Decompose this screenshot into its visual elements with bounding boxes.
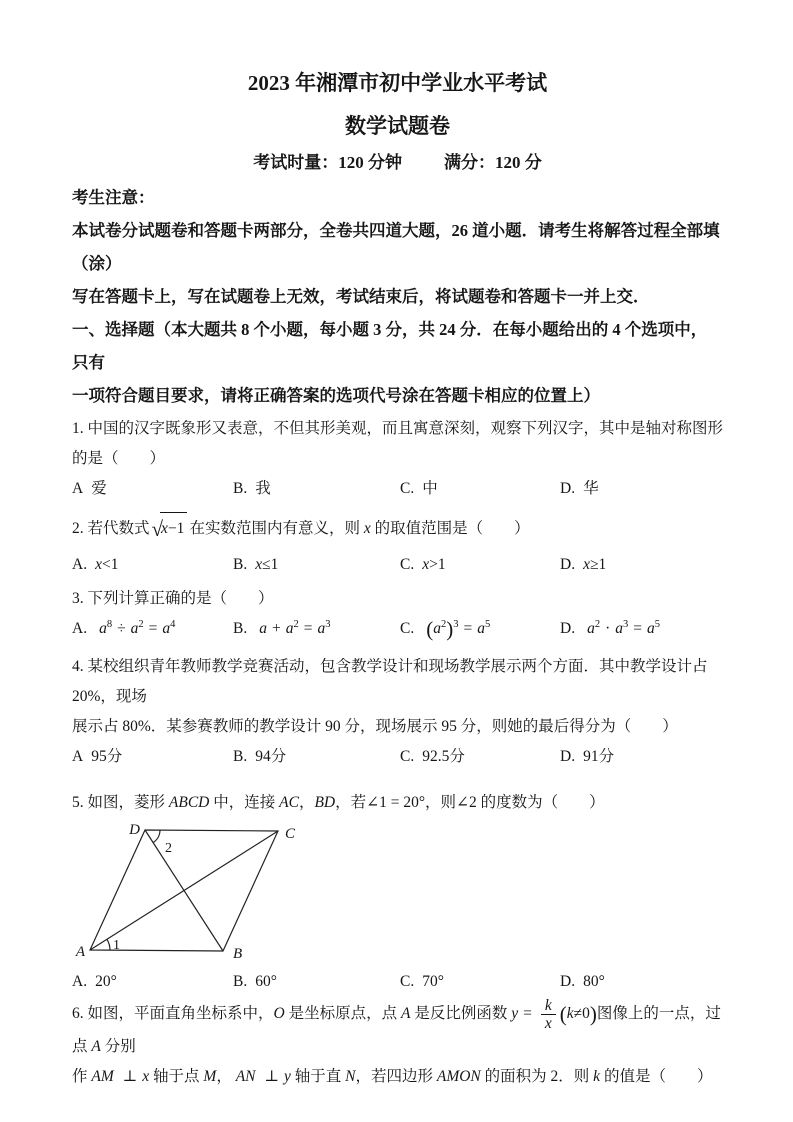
question-4-options <box>72 742 723 772</box>
vertex-label-a: A <box>75 944 85 960</box>
q5-option-d: D. 80° <box>560 973 605 990</box>
question-2-options <box>72 550 723 580</box>
question-1-options <box>72 474 723 504</box>
q4-option-b: B. 94分 <box>233 748 287 765</box>
sqrt-expression <box>152 512 188 544</box>
exam-full-score: 满分：120 分 <box>444 153 542 172</box>
radical-icon: √ <box>151 517 164 541</box>
q5-figure-container <box>72 816 723 971</box>
fraction-k-over-x: $\frac{k}{x}$ <box>541 997 556 1032</box>
q2-option-a: A. x<1 <box>72 556 119 573</box>
notice-line2: 写在答题卡上，写在试题卷上无效，考试结束后，将试题卷和答题卡一并上交． <box>72 287 650 306</box>
question-5-stem: 5. 如图，菱形 ABCD 中，连接 AC，BD，若∠1 = 20°，则∠2 的度数为（ ） <box>72 794 605 811</box>
question-5-options <box>72 967 723 997</box>
radicand: x−1 <box>160 512 187 544</box>
vertex-label-d: D <box>129 822 140 838</box>
q5-option-a: A. 20° <box>72 973 117 990</box>
q3-option-d: D. $a^2 \cdot a^3 = a^5$ <box>560 618 660 637</box>
q1-option-d: D. 华 <box>560 480 599 497</box>
section-one-heading-line1: 一、选择题（本大题共 8 个小题，每小题 3 分，共 24 分．在每小题给出的 4 个选项中，只有 <box>72 320 708 372</box>
q3-option-c: C. $(a^2)^3 = a^5$ <box>400 617 491 641</box>
question-6-stem-line1: 6. 如图，平面直角坐标系中，O 是坐标原点，点 A 是反比例函数 y = $\frac{k}{x}$ (k≠0)图像上的一点，过点 A 分别 <box>72 997 721 1055</box>
q5-option-b: B. 60° <box>233 973 277 990</box>
notice-and-section-block <box>72 181 723 412</box>
angle-2-arc <box>153 830 160 843</box>
notice-heading: 考生注意： <box>72 188 155 207</box>
q4-option-a: A 95分 <box>72 748 123 765</box>
exam-duration: 考试时量：120 分钟 <box>253 153 402 172</box>
question-3-stem: 3. 下列计算正确的是（ ） <box>72 590 274 607</box>
angle-1-arc <box>107 939 110 950</box>
question-1-stem: 1. 中国的汉字既象形又表意，不但其形美观，而且寓意深刻，观察下列汉字，其中是轴对称图形的是（ ） <box>72 420 724 467</box>
question-6-stem-line2: 作 AM ⊥ x 轴于点 M， AN ⊥ y 轴于直 N，若四边形 AMON 的面积为 2．则 k 的值是（ ） <box>72 1068 713 1085</box>
vertex-label-b: B <box>233 946 243 962</box>
q2-option-c: C. x>1 <box>400 556 446 573</box>
q2-option-d: D. x≥1 <box>560 556 607 573</box>
q4-stem-line2: 展示占 80%．某参赛教师的教学设计 90 分，现场展示 95 分，则她的最后得分为（ ） <box>72 718 678 735</box>
q1-option-c: C. 中 <box>400 480 438 497</box>
q2-option-b: B. x≤1 <box>233 556 279 573</box>
exam-info-line <box>72 152 723 174</box>
q5-option-c: C. 70° <box>400 973 444 990</box>
q3-option-b: B. $a + a^2 = a^3$ <box>233 618 331 637</box>
notice-line1: 本试卷分试题卷和答题卡两部分，全卷共四道大题，26 道小题．请考生将解答过程全部填（涂） <box>72 221 720 273</box>
angle-1-label: 1 <box>113 938 120 953</box>
vertex-label-c: C <box>285 826 296 842</box>
question-4-stem <box>72 652 723 742</box>
q4-stem-line1: 4. 某校组织青年教师教学竞赛活动，包含教学设计和现场教学展示两个方面．其中教学设计占 20%，现场 <box>72 658 708 705</box>
question-2-stem: 2. 若代数式√x−1 在实数范围内有意义，则 x 的取值范围是（ ） <box>72 512 723 544</box>
q3-option-a: A. $a^8 \div a^2 = a^4$ <box>72 618 176 637</box>
question-3-options <box>72 614 723 644</box>
q1-option-a: A 爱 <box>72 480 107 497</box>
q4-option-d: D. 91分 <box>560 748 615 765</box>
page-subtitle: 数学试题卷 <box>345 114 450 138</box>
q4-option-c: C. 92.5分 <box>400 748 465 765</box>
angle-2-label: 2 <box>165 841 172 856</box>
diagonal-bd <box>145 830 223 951</box>
section-one-heading-line2: 一项符合题目要求，请将正确答案的选项代号涂在答题卡相应的位置上） <box>72 386 600 405</box>
page-title: 2023 年湘潭市初中学业水平考试 <box>247 71 548 95</box>
rhombus-figure <box>72 816 322 966</box>
q1-option-b: B. 我 <box>233 480 271 497</box>
